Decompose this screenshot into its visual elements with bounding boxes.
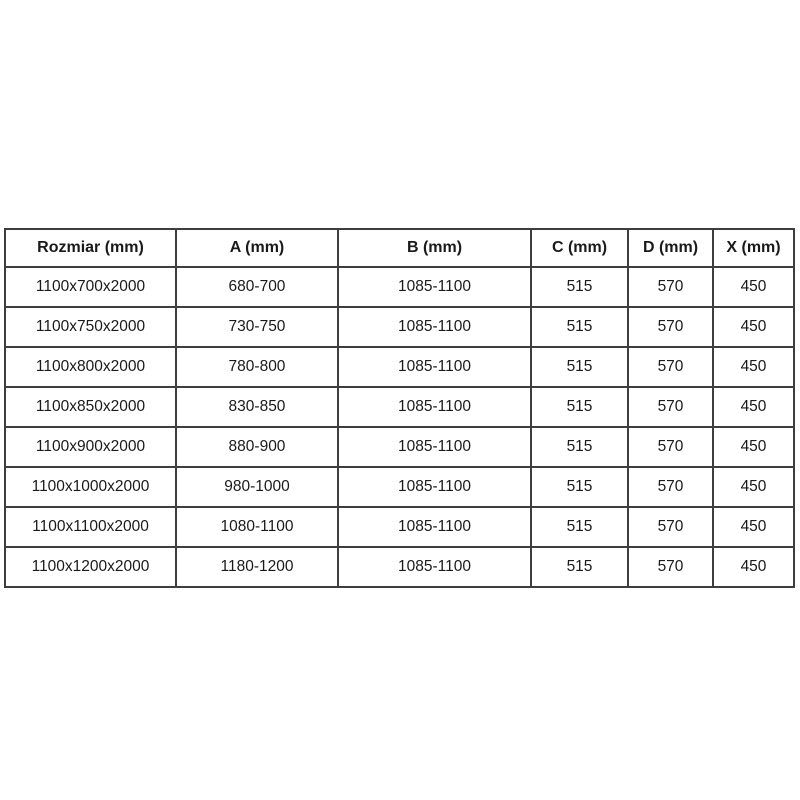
cell-x: 450 (713, 547, 794, 587)
cell-x: 450 (713, 427, 794, 467)
cell-b: 1085-1100 (338, 427, 531, 467)
cell-c: 515 (531, 547, 628, 587)
cell-x: 450 (713, 267, 794, 307)
table-row (5, 307, 794, 347)
cell-c: 515 (531, 307, 628, 347)
cell-d: 570 (628, 347, 713, 387)
cell-x: 450 (713, 467, 794, 507)
column-header-b: B (mm) (338, 229, 531, 267)
cell-b: 1085-1100 (338, 547, 531, 587)
cell-rozmiar: 1100x850x2000 (5, 387, 176, 427)
column-header-x: X (mm) (713, 229, 794, 267)
cell-x: 450 (713, 507, 794, 547)
table-row (5, 467, 794, 507)
cell-c: 515 (531, 507, 628, 547)
cell-d: 570 (628, 547, 713, 587)
cell-a: 1080-1100 (176, 507, 338, 547)
cell-x: 450 (713, 387, 794, 427)
column-header-c: C (mm) (531, 229, 628, 267)
cell-a: 830-850 (176, 387, 338, 427)
cell-c: 515 (531, 387, 628, 427)
cell-b: 1085-1100 (338, 267, 531, 307)
table-row (5, 547, 794, 587)
size-spec-table (4, 228, 795, 588)
cell-d: 570 (628, 267, 713, 307)
cell-c: 515 (531, 427, 628, 467)
table-row (5, 387, 794, 427)
cell-x: 450 (713, 347, 794, 387)
cell-rozmiar: 1100x900x2000 (5, 427, 176, 467)
cell-a: 1180-1200 (176, 547, 338, 587)
cell-b: 1085-1100 (338, 507, 531, 547)
table-row (5, 267, 794, 307)
cell-a: 730-750 (176, 307, 338, 347)
column-header-d: D (mm) (628, 229, 713, 267)
column-header-a: A (mm) (176, 229, 338, 267)
cell-a: 680-700 (176, 267, 338, 307)
table-row (5, 427, 794, 467)
cell-rozmiar: 1100x1200x2000 (5, 547, 176, 587)
cell-b: 1085-1100 (338, 387, 531, 427)
cell-d: 570 (628, 307, 713, 347)
cell-c: 515 (531, 347, 628, 387)
cell-a: 980-1000 (176, 467, 338, 507)
table-row (5, 507, 794, 547)
cell-c: 515 (531, 467, 628, 507)
cell-c: 515 (531, 267, 628, 307)
cell-rozmiar: 1100x700x2000 (5, 267, 176, 307)
cell-a: 880-900 (176, 427, 338, 467)
cell-b: 1085-1100 (338, 467, 531, 507)
cell-rozmiar: 1100x1000x2000 (5, 467, 176, 507)
header-row (5, 229, 794, 267)
cell-rozmiar: 1100x1100x2000 (5, 507, 176, 547)
cell-d: 570 (628, 387, 713, 427)
cell-b: 1085-1100 (338, 347, 531, 387)
cell-rozmiar: 1100x750x2000 (5, 307, 176, 347)
column-header-rozmiar: Rozmiar (mm) (5, 229, 176, 267)
cell-x: 450 (713, 307, 794, 347)
cell-d: 570 (628, 467, 713, 507)
cell-a: 780-800 (176, 347, 338, 387)
cell-b: 1085-1100 (338, 307, 531, 347)
cell-d: 570 (628, 507, 713, 547)
cell-d: 570 (628, 427, 713, 467)
table-row (5, 347, 794, 387)
cell-rozmiar: 1100x800x2000 (5, 347, 176, 387)
